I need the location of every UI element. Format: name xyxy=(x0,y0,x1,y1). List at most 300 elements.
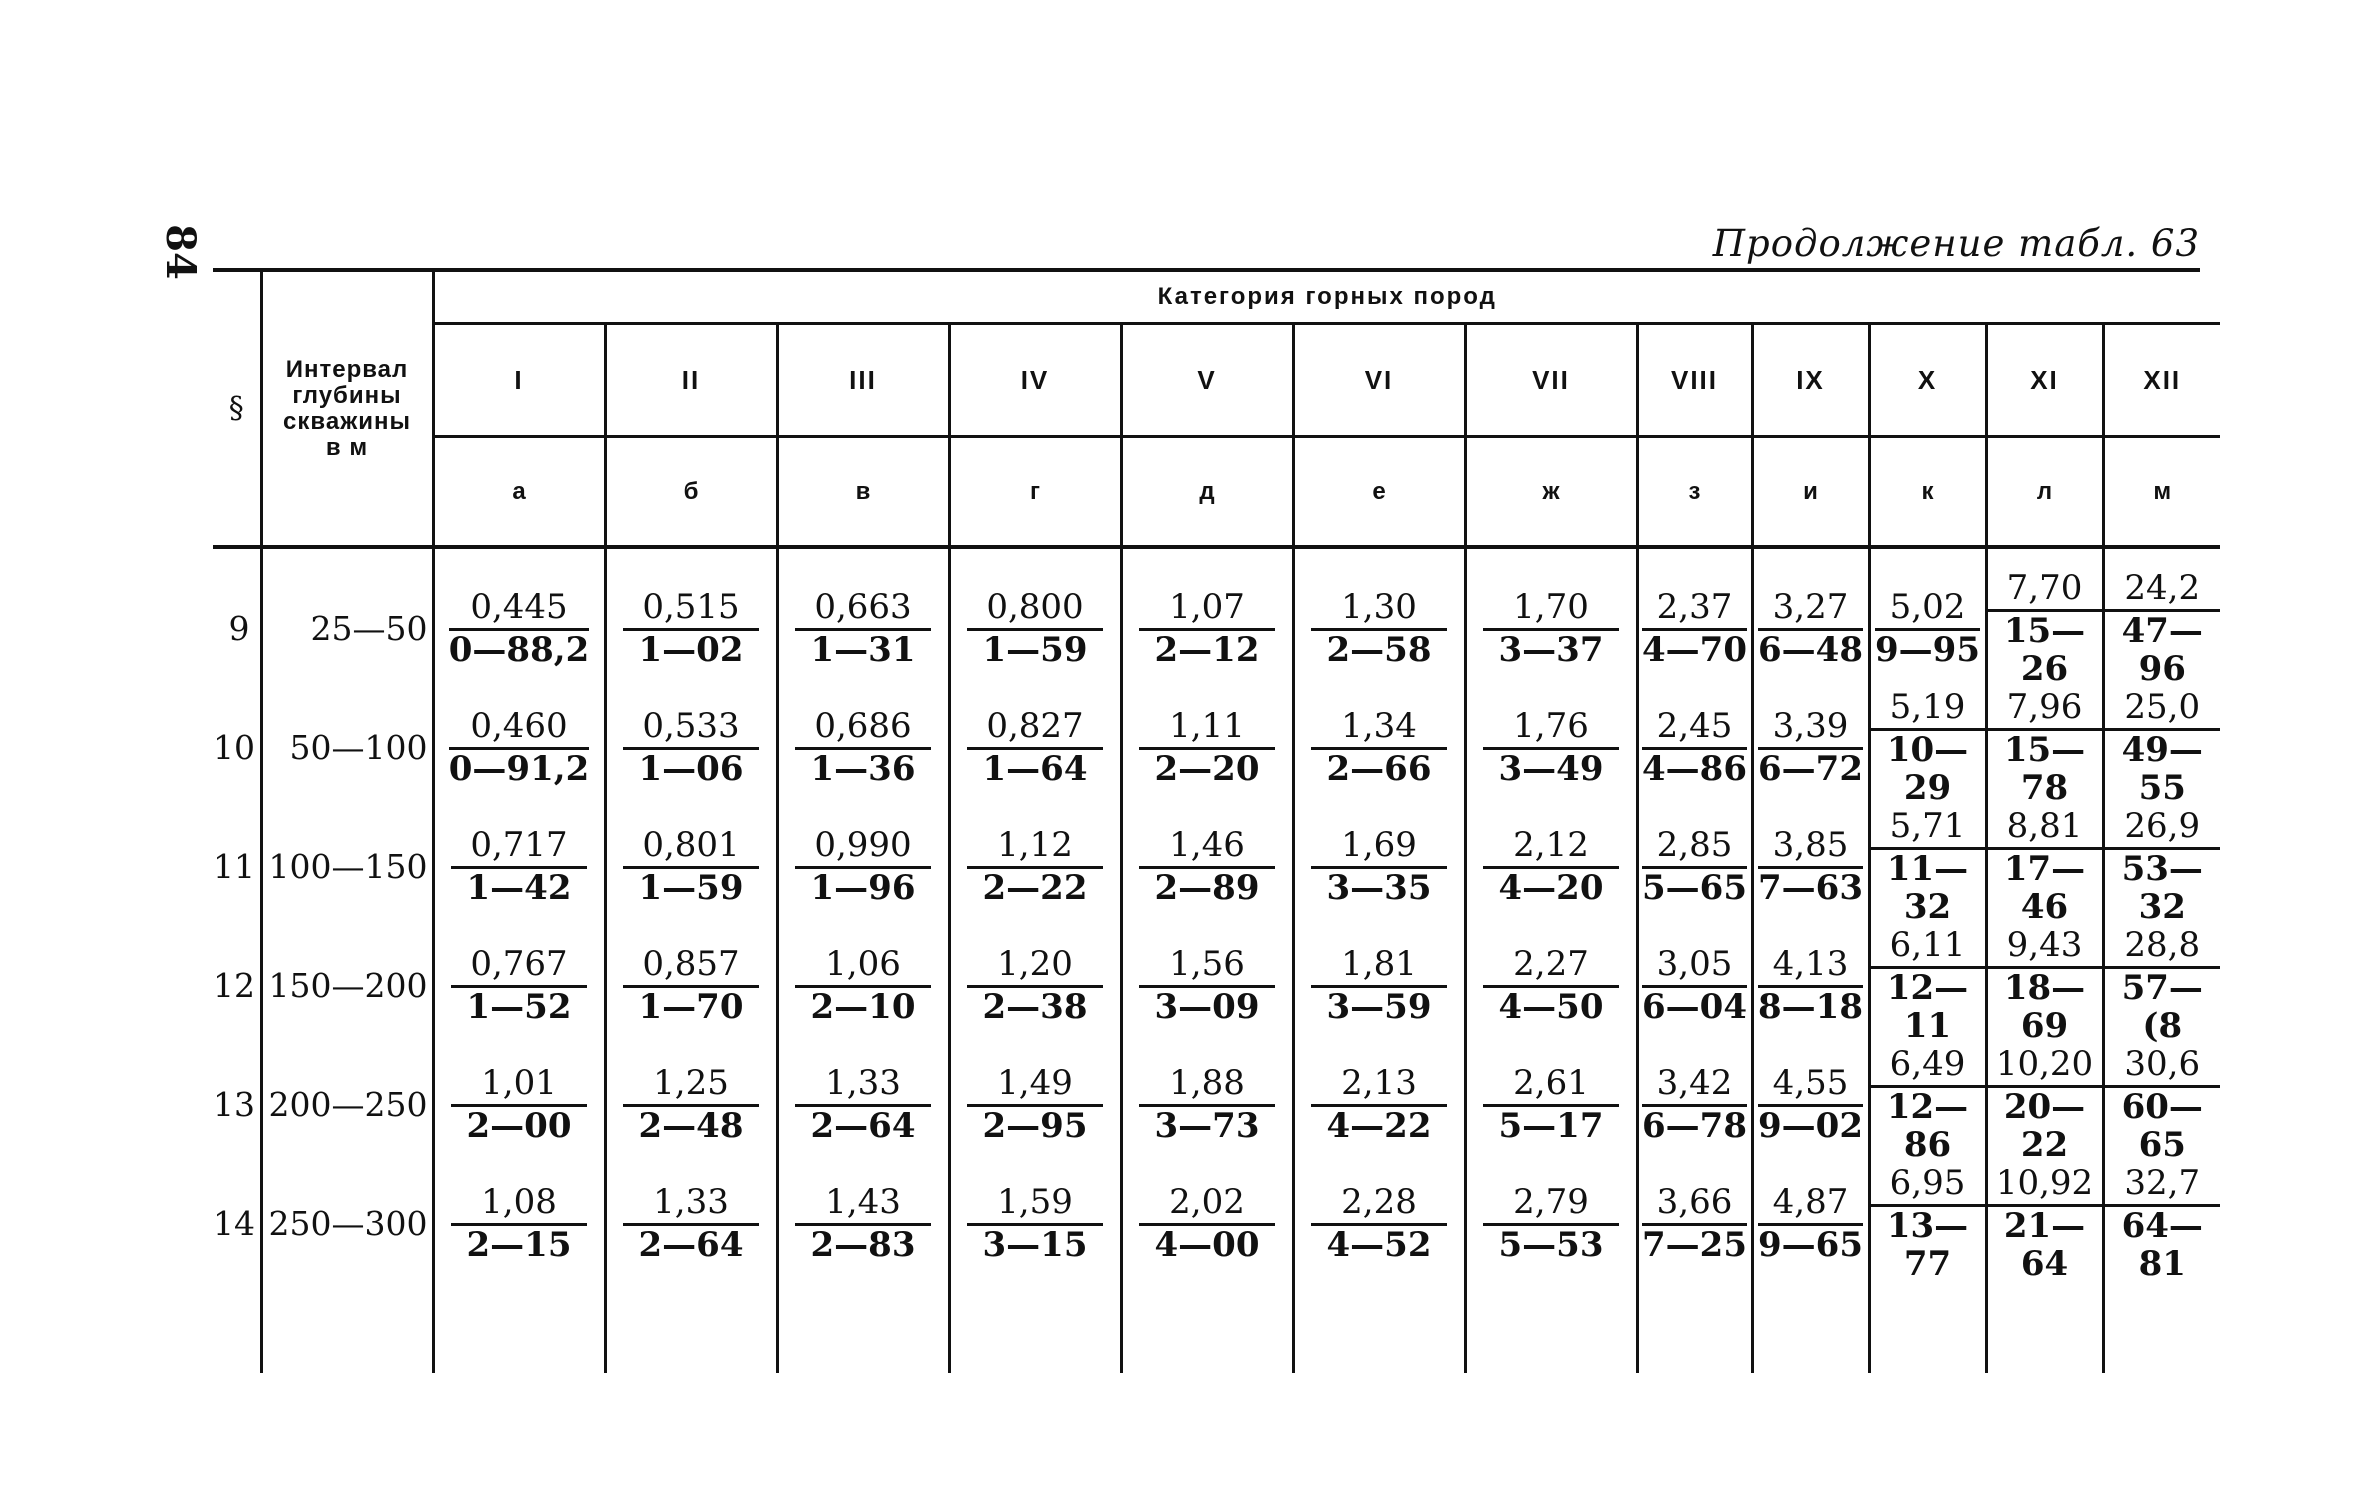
value-numerator: 1,56 xyxy=(1169,944,1245,984)
value-numerator: 4,87 xyxy=(1772,1182,1849,1222)
value-numerator: 1,33 xyxy=(825,1063,901,1103)
value-cell xyxy=(1752,569,1869,688)
value-denominator: 57—(8 xyxy=(2105,966,2221,1045)
category-7-letter: ж xyxy=(1465,437,1637,548)
value-denominator: 2—64 xyxy=(623,1223,758,1264)
value-numerator: 3,39 xyxy=(1772,706,1849,746)
value-numerator: 1,76 xyxy=(1513,706,1589,746)
value-cell xyxy=(1986,688,2103,807)
value-numerator: 2,02 xyxy=(1169,1182,1245,1222)
category-11-header: XI xyxy=(1986,324,2103,437)
value-cell xyxy=(949,688,1121,807)
value-denominator: 4—20 xyxy=(1483,866,1618,907)
value-numerator: 6,11 xyxy=(1889,925,1966,965)
spacer-cell xyxy=(949,547,1121,569)
value-cell xyxy=(1293,807,1465,926)
value-cell xyxy=(1869,688,1986,807)
spacer-cell xyxy=(949,1283,1121,1373)
value-denominator: 2—66 xyxy=(1311,747,1446,788)
table-header xyxy=(213,272,2220,547)
spacer-cell xyxy=(261,1283,433,1373)
value-numerator: 3,05 xyxy=(1656,944,1733,984)
value-denominator: 13—77 xyxy=(1871,1204,1985,1283)
value-numerator: 2,45 xyxy=(1656,706,1733,746)
value-numerator: 8,81 xyxy=(2006,806,2083,846)
interval-header-line: скважины xyxy=(283,407,411,435)
category-8-letter: з xyxy=(1637,437,1752,548)
value-denominator: 1—06 xyxy=(623,747,758,788)
value-numerator: 3,66 xyxy=(1656,1182,1733,1222)
value-numerator: 1,20 xyxy=(997,944,1073,984)
value-cell xyxy=(1752,807,1869,926)
value-cell xyxy=(2103,688,2220,807)
value-numerator: 0,663 xyxy=(814,587,912,627)
value-denominator: 3—73 xyxy=(1139,1104,1274,1145)
spacer-cell xyxy=(1986,1283,2103,1373)
category-4-letter: г xyxy=(949,437,1121,548)
value-denominator: 6—04 xyxy=(1642,987,1747,1027)
value-denominator: 3—09 xyxy=(1139,985,1274,1026)
category-4-header: IV xyxy=(949,324,1121,437)
value-cell xyxy=(1465,807,1637,926)
table-row xyxy=(213,1164,2220,1283)
value-numerator: 1,34 xyxy=(1341,706,1417,746)
depth-interval: 250—300 xyxy=(261,1164,433,1283)
category-7-header: VII xyxy=(1465,324,1637,437)
value-cell xyxy=(1752,926,1869,1045)
value-cell xyxy=(605,569,777,688)
category-6-letter: е xyxy=(1293,437,1465,548)
category-6-header: VI xyxy=(1293,324,1465,437)
value-denominator: 2—15 xyxy=(451,1223,586,1264)
value-denominator: 4—86 xyxy=(1642,749,1747,789)
value-cell xyxy=(777,569,949,688)
depth-interval: 50—100 xyxy=(261,688,433,807)
value-numerator: 1,46 xyxy=(1169,825,1245,865)
value-denominator: 4—52 xyxy=(1311,1223,1446,1264)
value-denominator: 2—20 xyxy=(1139,747,1274,788)
value-numerator: 2,79 xyxy=(1513,1182,1589,1222)
value-numerator: 7,70 xyxy=(2006,568,2083,608)
value-denominator: 47—96 xyxy=(2105,609,2221,688)
value-denominator: 10—29 xyxy=(1871,728,1985,807)
category-9-header: IX xyxy=(1752,324,1869,437)
value-cell xyxy=(1637,1164,1752,1283)
spacer-cell xyxy=(1869,547,1986,569)
value-denominator: 2—10 xyxy=(795,985,930,1026)
value-cell xyxy=(1637,1045,1752,1164)
value-cell xyxy=(2103,569,2220,688)
value-numerator: 2,12 xyxy=(1513,825,1589,865)
value-cell xyxy=(1869,926,1986,1045)
value-cell xyxy=(1121,569,1293,688)
value-cell xyxy=(1869,569,1986,688)
value-cell xyxy=(1986,1164,2103,1283)
value-denominator: 9—65 xyxy=(1758,1225,1863,1265)
value-denominator: 1—64 xyxy=(967,747,1102,788)
value-cell xyxy=(605,1045,777,1164)
value-numerator: 1,08 xyxy=(481,1182,557,1222)
value-cell xyxy=(1465,926,1637,1045)
value-numerator: 1,81 xyxy=(1341,944,1417,984)
value-denominator: 3—37 xyxy=(1483,628,1618,669)
value-denominator: 11—32 xyxy=(1871,847,1985,926)
value-denominator: 1—96 xyxy=(795,866,930,907)
spacer-cell xyxy=(1121,1283,1293,1373)
value-denominator: 15—78 xyxy=(1988,728,2102,807)
value-numerator: 9,43 xyxy=(2006,925,2083,965)
depth-interval: 150—200 xyxy=(261,926,433,1045)
spacer-cell xyxy=(261,547,433,569)
section-number: 14 xyxy=(213,1203,255,1243)
value-cell xyxy=(433,926,605,1045)
category-header: Категория горных пород xyxy=(433,272,2220,324)
value-numerator: 0,801 xyxy=(642,825,740,865)
value-cell xyxy=(433,807,605,926)
page-number: 84 xyxy=(157,224,204,280)
interval-header-line: Интервал xyxy=(285,355,409,383)
value-cell xyxy=(605,926,777,1045)
value-denominator: 1—70 xyxy=(623,985,758,1026)
value-numerator: 3,42 xyxy=(1656,1063,1733,1103)
value-cell xyxy=(1637,569,1752,688)
depth-interval: 100—150 xyxy=(261,807,433,926)
value-cell xyxy=(1986,1045,2103,1164)
value-denominator: 20—22 xyxy=(1988,1085,2102,1164)
value-cell xyxy=(1293,688,1465,807)
value-denominator: 3—59 xyxy=(1311,985,1446,1026)
value-denominator: 1—36 xyxy=(795,747,930,788)
value-cell xyxy=(1869,1164,1986,1283)
category-2-header: II xyxy=(605,324,777,437)
value-numerator: 1,59 xyxy=(997,1182,1073,1222)
category-12-letter: м xyxy=(2103,437,2220,548)
value-denominator: 2—00 xyxy=(451,1104,586,1145)
value-cell xyxy=(1293,569,1465,688)
category-3-letter: в xyxy=(777,437,949,548)
value-numerator: 5,19 xyxy=(1889,687,1966,727)
value-denominator: 2—12 xyxy=(1139,628,1274,669)
spacer-cell xyxy=(433,1283,605,1373)
category-5-letter: д xyxy=(1121,437,1293,548)
value-cell xyxy=(1869,1045,1986,1164)
value-numerator: 1,11 xyxy=(1169,706,1245,746)
value-cell xyxy=(2103,1045,2220,1164)
table-row xyxy=(213,807,2220,926)
value-cell xyxy=(777,1045,949,1164)
category-letter-row xyxy=(213,437,2220,548)
value-cell xyxy=(433,1045,605,1164)
value-numerator: 32,7 xyxy=(2124,1163,2201,1203)
spacer-cell xyxy=(1637,547,1752,569)
spacer-cell xyxy=(1465,547,1637,569)
value-numerator: 1,43 xyxy=(825,1182,901,1222)
value-cell xyxy=(949,1164,1121,1283)
value-cell xyxy=(777,688,949,807)
table-row xyxy=(213,569,2220,688)
value-numerator: 1,25 xyxy=(653,1063,729,1103)
spacer-cell xyxy=(213,1283,261,1373)
spacer-cell xyxy=(2103,1283,2220,1373)
value-cell xyxy=(1121,926,1293,1045)
spacer-cell xyxy=(605,547,777,569)
section-header: § xyxy=(213,272,261,547)
value-denominator: 18—69 xyxy=(1988,966,2102,1045)
value-cell xyxy=(2103,807,2220,926)
value-denominator: 64—81 xyxy=(2105,1204,2221,1283)
spacer-row xyxy=(213,547,2220,569)
category-8-header: VIII xyxy=(1637,324,1752,437)
section-number: 12 xyxy=(213,965,255,1005)
section-number: 10 xyxy=(213,727,255,767)
value-numerator: 7,96 xyxy=(2006,687,2083,727)
value-numerator: 5,71 xyxy=(1889,806,1966,846)
value-denominator: 1—52 xyxy=(451,985,586,1026)
value-denominator: 7—25 xyxy=(1642,1225,1747,1265)
value-numerator: 2,13 xyxy=(1341,1063,1417,1103)
value-cell xyxy=(2103,1164,2220,1283)
table-row xyxy=(213,926,2220,1045)
value-cell xyxy=(433,569,605,688)
value-cell xyxy=(949,807,1121,926)
spacer-cell xyxy=(605,1283,777,1373)
value-numerator: 1,30 xyxy=(1341,587,1417,627)
category-1-letter: а xyxy=(433,437,605,548)
value-denominator: 1—59 xyxy=(623,866,758,907)
spacer-cell xyxy=(1869,1283,1986,1373)
value-cell xyxy=(1637,926,1752,1045)
value-denominator: 2—89 xyxy=(1139,866,1274,907)
value-cell xyxy=(777,807,949,926)
value-numerator: 6,95 xyxy=(1889,1163,1966,1203)
value-denominator: 2—95 xyxy=(967,1104,1102,1145)
value-numerator: 0,800 xyxy=(986,587,1084,627)
value-cell xyxy=(1986,569,2103,688)
value-denominator: 9—02 xyxy=(1758,1106,1863,1146)
value-cell xyxy=(777,926,949,1045)
spacer-cell xyxy=(1986,547,2103,569)
category-2-letter: б xyxy=(605,437,777,548)
value-denominator: 9—95 xyxy=(1875,630,1980,670)
table-continuation-caption: Продолжение табл. 63 xyxy=(1712,222,2200,265)
depth-interval: 25—50 xyxy=(261,569,433,688)
value-denominator: 49—55 xyxy=(2105,728,2221,807)
spacer-cell xyxy=(1465,1283,1637,1373)
value-numerator: 0,533 xyxy=(642,706,740,746)
value-denominator: 0—91,2 xyxy=(448,749,590,789)
value-numerator: 1,88 xyxy=(1169,1063,1245,1103)
value-denominator: 4—00 xyxy=(1139,1223,1274,1264)
category-9-letter: и xyxy=(1752,437,1869,548)
value-numerator: 0,717 xyxy=(470,825,568,865)
spacer-cell xyxy=(1752,547,1869,569)
value-cell xyxy=(1121,807,1293,926)
interval-header-line: глубины xyxy=(292,381,402,409)
value-numerator: 1,69 xyxy=(1341,825,1417,865)
spacer-cell xyxy=(1637,1283,1752,1373)
value-numerator: 1,12 xyxy=(997,825,1073,865)
value-cell xyxy=(433,1164,605,1283)
value-numerator: 0,515 xyxy=(642,587,740,627)
value-numerator: 10,92 xyxy=(1995,1163,2094,1203)
value-denominator: 3—49 xyxy=(1483,747,1618,788)
value-denominator: 15—26 xyxy=(1988,609,2102,688)
value-cell xyxy=(1121,688,1293,807)
category-10-letter: к xyxy=(1869,437,1986,548)
value-numerator: 10,20 xyxy=(1995,1044,2094,1084)
value-cell xyxy=(1637,688,1752,807)
category-roman-row xyxy=(213,324,2220,437)
value-cell xyxy=(1293,926,1465,1045)
value-denominator: 3—15 xyxy=(967,1223,1102,1264)
interval-header-line: в м xyxy=(325,433,369,461)
value-numerator: 2,37 xyxy=(1656,587,1733,627)
value-cell xyxy=(949,569,1121,688)
value-numerator: 0,990 xyxy=(814,825,912,865)
value-numerator: 4,55 xyxy=(1772,1063,1849,1103)
value-cell xyxy=(949,926,1121,1045)
value-denominator: 4—50 xyxy=(1483,985,1618,1026)
value-cell xyxy=(1869,807,1986,926)
value-numerator: 1,01 xyxy=(481,1063,557,1103)
value-denominator: 5—65 xyxy=(1642,868,1747,908)
category-12-header: XII xyxy=(2103,324,2220,437)
value-cell xyxy=(1752,1164,1869,1283)
value-cell xyxy=(1465,688,1637,807)
value-denominator: 0—88,2 xyxy=(448,630,590,670)
value-denominator: 3—35 xyxy=(1311,866,1446,907)
value-numerator: 0,827 xyxy=(986,706,1084,746)
value-denominator: 2—58 xyxy=(1311,628,1446,669)
value-numerator: 2,28 xyxy=(1341,1182,1417,1222)
section-number: 9 xyxy=(228,608,250,648)
value-denominator: 6—48 xyxy=(1758,630,1863,670)
table-body xyxy=(213,547,2220,1373)
value-denominator: 2—22 xyxy=(967,866,1102,907)
interval-header xyxy=(261,272,433,547)
value-cell xyxy=(605,1164,777,1283)
value-cell xyxy=(433,688,605,807)
value-cell xyxy=(1465,1045,1637,1164)
value-denominator: 21—64 xyxy=(1988,1204,2102,1283)
value-denominator: 6—78 xyxy=(1642,1106,1747,1146)
value-cell xyxy=(605,688,777,807)
spacer-cell xyxy=(1121,547,1293,569)
value-numerator: 6,49 xyxy=(1889,1044,1966,1084)
value-denominator: 4—70 xyxy=(1642,630,1747,670)
value-cell xyxy=(1637,807,1752,926)
value-numerator: 1,07 xyxy=(1169,587,1245,627)
table-row xyxy=(213,1045,2220,1164)
value-denominator: 53—32 xyxy=(2105,847,2221,926)
section-number: 13 xyxy=(213,1084,255,1124)
value-denominator: 1—31 xyxy=(795,628,930,669)
value-denominator: 2—48 xyxy=(623,1104,758,1145)
value-cell xyxy=(1986,807,2103,926)
spacer-cell xyxy=(433,547,605,569)
value-numerator: 28,8 xyxy=(2124,925,2201,965)
value-cell xyxy=(1121,1164,1293,1283)
value-denominator: 5—17 xyxy=(1483,1104,1618,1145)
spacer-cell xyxy=(1293,547,1465,569)
value-numerator: 1,06 xyxy=(825,944,901,984)
value-cell xyxy=(1293,1045,1465,1164)
value-cell xyxy=(949,1045,1121,1164)
value-numerator: 1,49 xyxy=(997,1063,1073,1103)
spacer-cell xyxy=(777,1283,949,1373)
value-numerator: 25,0 xyxy=(2124,687,2201,727)
category-5-header: V xyxy=(1121,324,1293,437)
section-number: 11 xyxy=(213,846,255,886)
value-denominator: 2—38 xyxy=(967,985,1102,1026)
value-numerator: 2,85 xyxy=(1656,825,1733,865)
value-numerator: 0,445 xyxy=(470,587,568,627)
value-cell xyxy=(1752,1045,1869,1164)
value-denominator: 6—72 xyxy=(1758,749,1863,789)
value-numerator: 0,767 xyxy=(470,944,568,984)
spacer-cell xyxy=(213,547,261,569)
value-cell xyxy=(1986,926,2103,1045)
value-cell xyxy=(2103,926,2220,1045)
value-numerator: 26,9 xyxy=(2124,806,2201,846)
value-numerator: 5,02 xyxy=(1889,587,1966,627)
value-cell xyxy=(777,1164,949,1283)
spacer-cell xyxy=(1752,1283,1869,1373)
value-numerator: 4,13 xyxy=(1772,944,1849,984)
value-denominator: 2—83 xyxy=(795,1223,930,1264)
value-numerator: 3,27 xyxy=(1772,587,1849,627)
value-denominator: 17—46 xyxy=(1988,847,2102,926)
value-cell xyxy=(1121,1045,1293,1164)
table-row xyxy=(213,688,2220,807)
value-denominator: 1—42 xyxy=(451,866,586,907)
category-3-header: III xyxy=(777,324,949,437)
value-numerator: 24,2 xyxy=(2124,568,2201,608)
value-denominator: 12—86 xyxy=(1871,1085,1985,1164)
value-denominator: 7—63 xyxy=(1758,868,1863,908)
spacer-cell xyxy=(777,547,949,569)
depth-interval: 200—250 xyxy=(261,1045,433,1164)
value-numerator: 0,460 xyxy=(470,706,568,746)
category-11-letter: л xyxy=(1986,437,2103,548)
value-cell xyxy=(1293,1164,1465,1283)
value-denominator: 1—59 xyxy=(967,628,1102,669)
value-numerator: 1,33 xyxy=(653,1182,729,1222)
value-numerator: 1,70 xyxy=(1513,587,1589,627)
value-cell xyxy=(1465,569,1637,688)
spacer-cell xyxy=(2103,547,2220,569)
spacer-row xyxy=(213,1283,2220,1373)
value-denominator: 4—22 xyxy=(1311,1104,1446,1145)
value-numerator: 3,85 xyxy=(1772,825,1849,865)
value-cell xyxy=(1465,1164,1637,1283)
value-numerator: 2,61 xyxy=(1513,1063,1589,1103)
value-denominator: 60—65 xyxy=(2105,1085,2221,1164)
value-cell xyxy=(605,807,777,926)
value-numerator: 0,857 xyxy=(642,944,740,984)
value-denominator: 8—18 xyxy=(1758,987,1863,1027)
value-denominator: 2—64 xyxy=(795,1104,930,1145)
spacer-cell xyxy=(1293,1283,1465,1373)
rock-category-table xyxy=(213,272,2220,1373)
value-denominator: 1—02 xyxy=(623,628,758,669)
value-denominator: 12—11 xyxy=(1871,966,1985,1045)
value-cell xyxy=(1752,688,1869,807)
value-numerator: 2,27 xyxy=(1513,944,1589,984)
value-numerator: 30,6 xyxy=(2124,1044,2201,1084)
category-10-header: X xyxy=(1869,324,1986,437)
value-numerator: 0,686 xyxy=(814,706,912,746)
